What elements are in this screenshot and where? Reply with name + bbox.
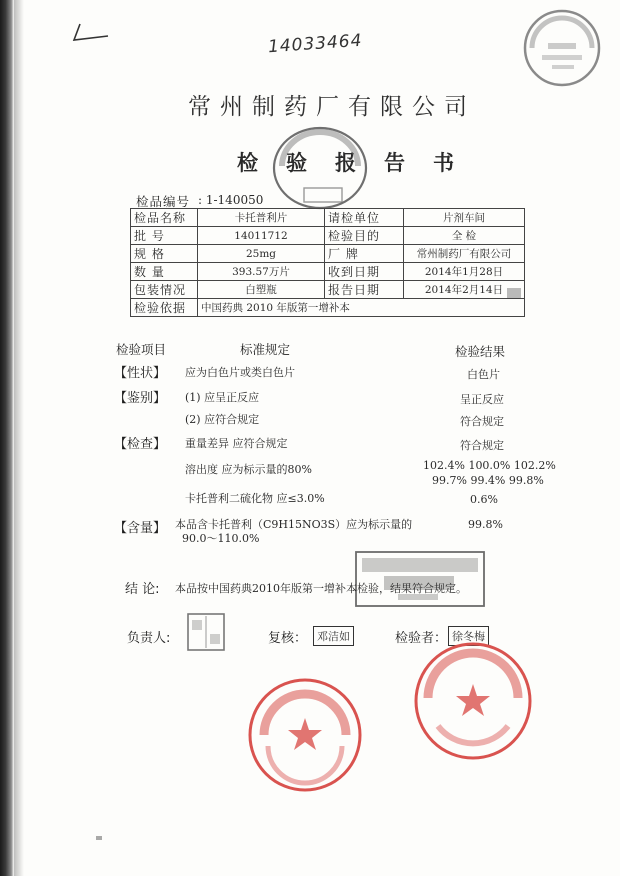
- assay-standard-line2: 90.0～110.0%: [182, 532, 260, 545]
- table-label: 批 号: [131, 227, 198, 245]
- conclusion-label: 结 论:: [125, 582, 160, 597]
- weight-variation-standard: 重量差异 应符合规定: [185, 437, 288, 450]
- assay-result: 99.8%: [468, 518, 503, 531]
- distributor-red-stamp: [246, 676, 364, 794]
- disulfide-standard: 卡托普利二硫化物 应≤3.0%: [185, 492, 325, 505]
- pharmacy-red-stamp: [412, 640, 534, 762]
- table-value: 全 检: [404, 227, 525, 245]
- appearance-standard: 应为白色片或类白色片: [185, 366, 295, 379]
- identification-2-result: 符合规定: [460, 415, 504, 428]
- quality-seal-stamp: [268, 124, 372, 216]
- table-value: 14011712: [198, 227, 325, 245]
- scan-shadow-fade: [14, 0, 24, 876]
- header-item: 检验项目: [116, 342, 167, 357]
- table-value: 片剂车间: [404, 209, 525, 227]
- table-value: 卡托普利片: [198, 209, 325, 227]
- dissolution-result-line2: 99.7% 99.4% 99.8%: [432, 474, 544, 487]
- table-label: 检验依据: [131, 299, 198, 317]
- table-value: 25mg: [198, 245, 325, 263]
- table-row: [131, 281, 525, 299]
- basis-value: 中国药典 2010 年版第一增补本: [198, 299, 525, 317]
- sample-no-label: 检品编号: [136, 194, 191, 209]
- section-assay: 【含量】: [114, 521, 167, 536]
- disulfide-result: 0.6%: [470, 493, 498, 506]
- inspector-label: 检验者：: [395, 631, 448, 646]
- identification-1-result: 呈正反应: [460, 393, 504, 406]
- scan-speck: [96, 836, 102, 840]
- table-row: [131, 299, 525, 317]
- table-value: 白塑瓶: [198, 281, 325, 299]
- section-appearance: 【性状】: [114, 366, 167, 381]
- assay-standard-line1: 本品含卡托普利（C9H15NO3S）应为标示量的: [175, 518, 413, 531]
- table-label: 厂 牌: [325, 245, 404, 263]
- review-signature: 邓洁如: [313, 626, 354, 646]
- sample-no-value: : 1-140050: [198, 193, 264, 207]
- table-label: 规 格: [131, 245, 198, 263]
- scan-shadow-edge: [0, 0, 14, 876]
- table-value: 2014年1月28日: [404, 263, 525, 281]
- identification-2-standard: (2) 应符合规定: [185, 413, 260, 426]
- section-identification: 【鉴别】: [114, 391, 167, 406]
- header-result: 检验结果: [455, 344, 506, 359]
- appearance-result: 白色片: [467, 368, 500, 381]
- table-label: 报告日期: [325, 281, 404, 299]
- table-label: 数 量: [131, 263, 198, 281]
- table-row: [131, 245, 525, 263]
- table-label: 检验目的: [325, 227, 404, 245]
- info-table: [130, 208, 525, 317]
- table-row: [131, 209, 525, 227]
- table-label: 检品名称: [131, 209, 198, 227]
- review-label: 复核：: [268, 631, 308, 646]
- dissolution-standard: 溶出度 应为标示量的80%: [185, 463, 312, 476]
- company-name: 常州制药厂有限公司: [188, 94, 476, 120]
- section-inspection: 【检查】: [114, 437, 167, 452]
- header-standard: 标准规定: [240, 342, 291, 357]
- responsible-label: 负责人:: [127, 631, 171, 646]
- table-value: 2014年2月14日: [404, 281, 525, 299]
- table-label: 请检单位: [325, 209, 404, 227]
- conclusion-text: 本品按中国药典2010年版第一增补本检验，结果符合规定。: [175, 582, 467, 595]
- table-row: [131, 227, 525, 245]
- responsible-seal: [186, 612, 226, 652]
- identification-1-standard: (1) 应呈正反应: [185, 391, 260, 404]
- table-value: 393.57万片: [198, 263, 325, 281]
- small-seal-mark: [505, 286, 523, 300]
- handwritten-number: 14033464: [267, 30, 364, 58]
- qa-department-stamp: [514, 8, 610, 88]
- report-title: 检验报告书: [237, 150, 482, 175]
- table-label: 收到日期: [325, 263, 404, 281]
- dissolution-result-line1: 102.4% 100.0% 102.2%: [423, 459, 556, 472]
- table-row: [131, 263, 525, 281]
- corner-pen-mark: [72, 22, 112, 52]
- inspector-signature: 徐冬梅: [448, 626, 489, 646]
- table-value: 常州制药厂有限公司: [404, 245, 525, 263]
- company-rect-stamp: [354, 550, 486, 608]
- table-label: 包装情况: [131, 281, 198, 299]
- weight-variation-result: 符合规定: [460, 439, 504, 452]
